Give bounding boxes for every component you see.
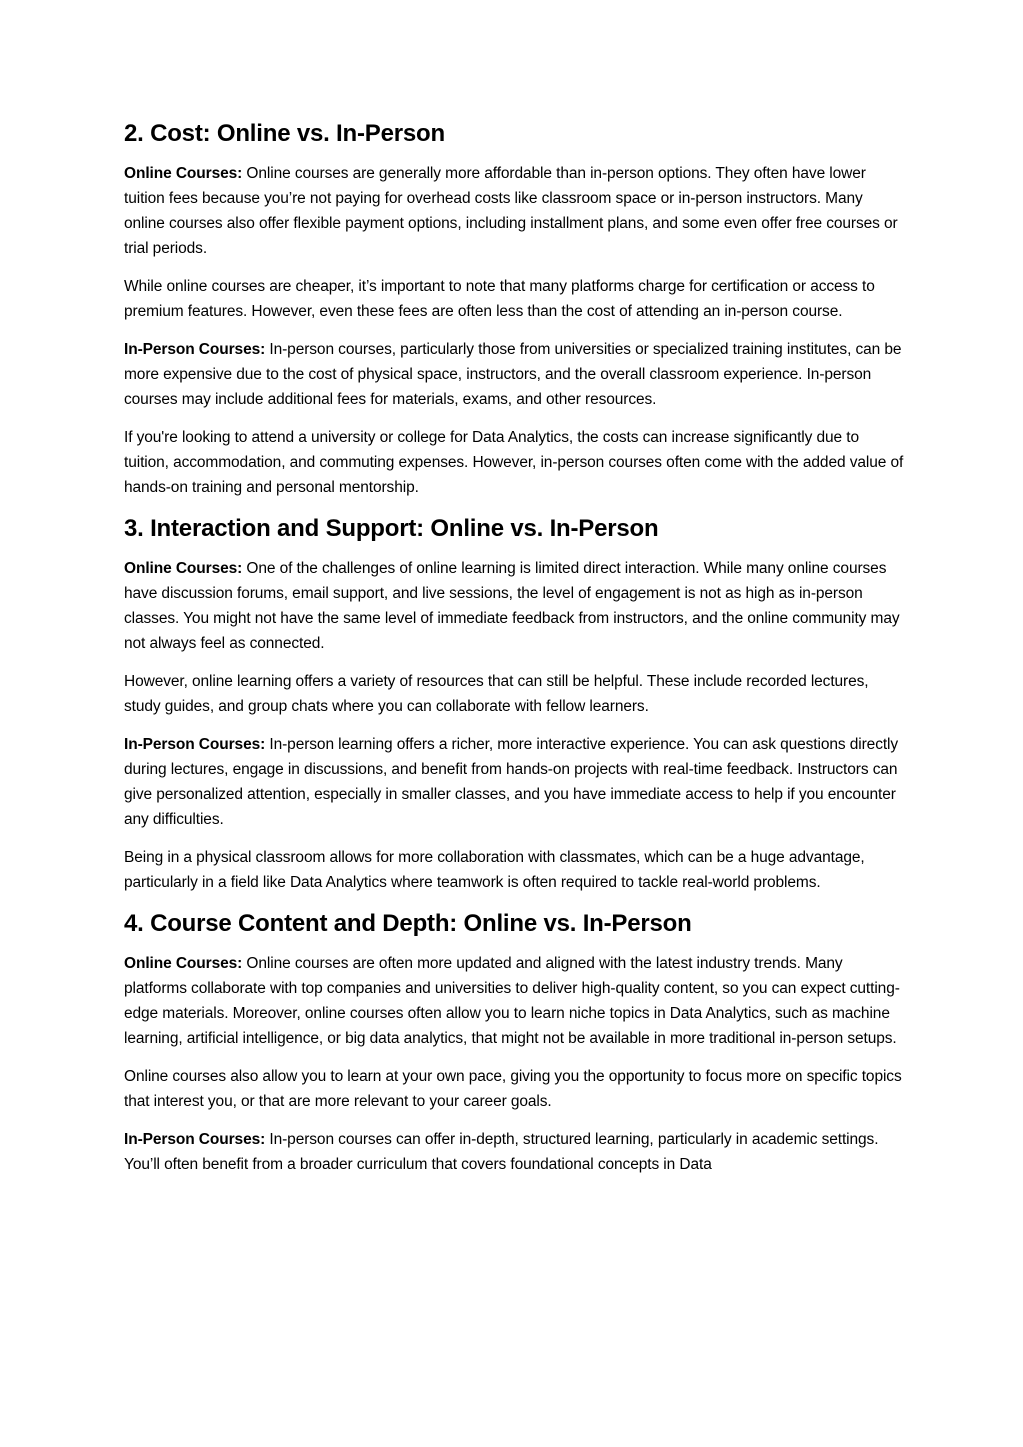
paragraph <box>124 951 904 1051</box>
section-heading-content: 4. Course Content and Depth: Online vs. In-Person <box>124 910 692 937</box>
paragraph-text: In-person learning offers a richer, more interactive experience. You can ask questions directly during lectures, engage in discussions, and benefit from hands-on projects with real-time feedback. Instructors can give personalized attention, especially in smaller classes, and you have immediate access to help if you encounter any difficulties. <box>124 736 899 828</box>
section-heading-interaction: 3. Interaction and Support: Online vs. In-Person <box>124 515 659 542</box>
paragraph <box>124 1127 904 1177</box>
paragraph <box>124 337 904 412</box>
paragraph-text: Online courses are generally more affordable than in-person options. They often have lower tuition fees because you’re not paying for overhead costs like classroom space or in-person instructors. Many online courses also offer flexible payment options, including installment plans, and some even offer free courses or trial periods. <box>124 165 898 257</box>
paragraph-lead: Online Courses: <box>124 955 243 972</box>
paragraph <box>124 556 904 656</box>
paragraph-text: If you're looking to attend a university or college for Data Analytics, the costs can increase significantly due to tuition, accommodation, and commuting expenses. However, in-person courses often come with the added value of hands-on training and personal mentorship. <box>124 429 904 496</box>
paragraph-lead: Online Courses: <box>124 560 243 577</box>
paragraph-lead: In-Person Courses: <box>124 736 266 753</box>
paragraph <box>124 274 904 324</box>
document-page <box>124 118 904 1190</box>
paragraph-text: Being in a physical classroom allows for more collaboration with classmates, which can be a huge advantage, particularly in a field like Data Analytics where teamwork is often required to tackle real-world problems. <box>124 849 865 891</box>
paragraph <box>124 161 904 261</box>
paragraph-lead: In-Person Courses: <box>124 1131 266 1148</box>
section-heading-cost: 2. Cost: Online vs. In-Person <box>124 120 445 147</box>
paragraph-text: Online courses are often more updated and aligned with the latest industry trends. Many platforms collaborate with top companies and universities to deliver high-quality content, so you can expect cutting-edge materials. Moreover, online courses often allow you to learn niche topics in Data Analytics, such as machine learning, artificial intelligence, or big data analytics, that might not be available in more traditional in-person setups. <box>124 955 900 1047</box>
paragraph-text: While online courses are cheaper, it’s important to note that many platforms charge for certification or access to premium features. However, even these fees are often less than the cost of attending an in-person course. <box>124 278 875 320</box>
paragraph-text: However, online learning offers a variety of resources that can still be helpful. These include recorded lectures, study guides, and group chats where you can collaborate with fellow learners. <box>124 673 869 715</box>
paragraph <box>124 732 904 832</box>
paragraph-text: One of the challenges of online learning is limited direct interaction. While many online courses have discussion forums, email support, and live sessions, the level of engagement is not as high as in-person classes. You might not have the same level of immediate feedback from instructors, and the online community may not always feel as connected. <box>124 560 900 652</box>
paragraph-text: Online courses also allow you to learn at your own pace, giving you the opportunity to focus more on specific topics that interest you, or that are more relevant to your career goals. <box>124 1068 902 1110</box>
paragraph <box>124 669 904 719</box>
paragraph-text: In-person courses can offer in-depth, structured learning, particularly in academic settings. You’ll often benefit from a broader curriculum that covers foundational concepts in Data <box>124 1131 879 1173</box>
paragraph <box>124 1064 904 1114</box>
paragraph-text: In-person courses, particularly those from universities or specialized training institutes, can be more expensive due to the cost of physical space, instructors, and the overall classroom experience. In-person courses may include additional fees for materials, exams, and other resources. <box>124 341 902 408</box>
paragraph <box>124 425 904 500</box>
paragraph-lead: Online Courses: <box>124 165 243 182</box>
paragraph <box>124 845 904 895</box>
paragraph-lead: In-Person Courses: <box>124 341 266 358</box>
